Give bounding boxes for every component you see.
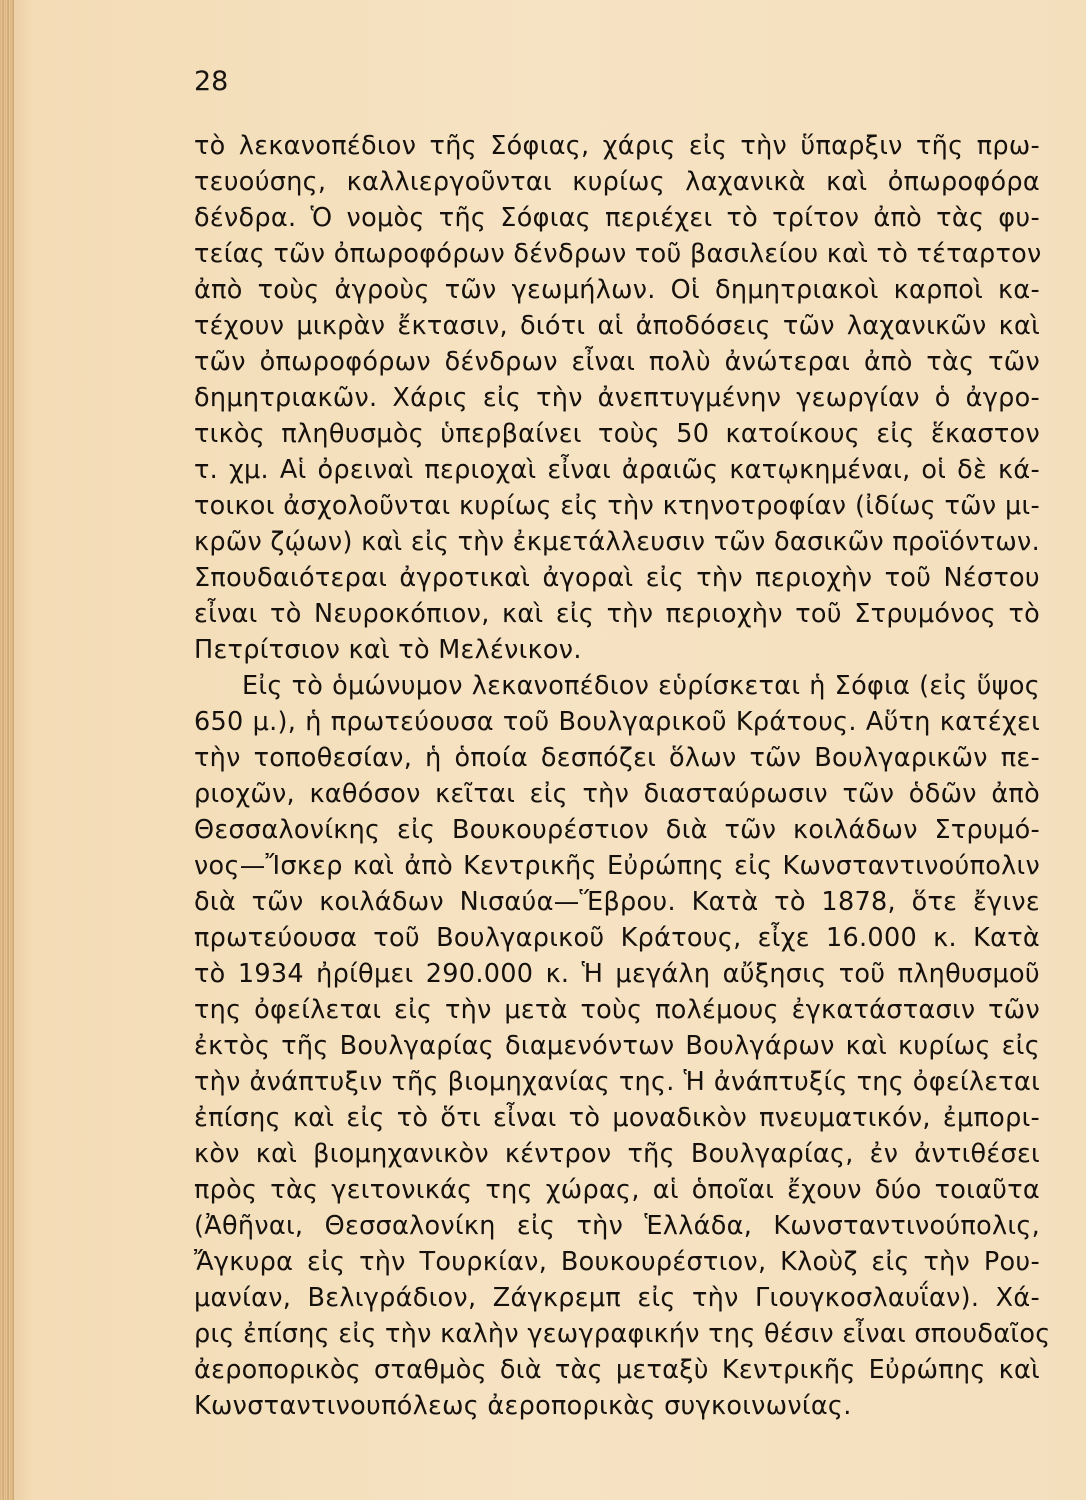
page-edges xyxy=(0,0,14,1500)
text-line: τ. χμ. Αἱ ὀρειναὶ περιοχαὶ εἶναι ἀραιῶς κατῳκημέναι, οἱ δὲ κά- xyxy=(194,455,1040,485)
text-line: νος—Ἴσκερ καὶ ἀπὸ Κεντρικῆς Εὐρώπης εἰς Κωνσταντινούπολιν xyxy=(194,851,1040,881)
page-number: 28 xyxy=(194,66,229,97)
text-line: ρις ἐπίσης εἰς τὴν καλὴν γεωγραφικήν της θέσιν εἶναι σπουδαῖος xyxy=(194,1319,1051,1349)
text-line: τικὸς πληθυσμὸς ὑπερβαίνει τοὺς 50 κατοίκους εἰς ἕκαστον xyxy=(194,419,1040,449)
text-line: Κωνσταντινουπόλεως ἀεροπορικὰς συγκοινωνίας. xyxy=(194,1391,852,1421)
text-line: κρῶν ζῴων) καὶ εἰς τὴν ἐκμετάλλευσιν τῶν δασικῶν προϊόντων. xyxy=(194,527,1040,557)
text-line: διὰ τῶν κοιλάδων Νισαύα—Ἕβρου. Κατὰ τὸ 1878, ὅτε ἔγινε xyxy=(194,887,1040,917)
paragraph-start-line: Εἰς τὸ ὁμώνυμον λεκανοπέδιον εὑρίσκεται ἡ Σόφια (εἰς ὕψος xyxy=(242,671,1040,701)
text-line: κὸν καὶ βιομηχανικὸν κέντρον τῆς Βουλγαρίας, ἐν ἀντιθέσει xyxy=(194,1139,1040,1169)
text-line: ἐκτὸς τῆς Βουλγαρίας διαμενόντων Βουλγάρων καὶ κυρίως εἰς xyxy=(194,1031,1040,1061)
text-line: τέχουν μικρὰν ἔκτασιν, διότι αἱ ἀποδόσεις τῶν λαχανικῶν καὶ xyxy=(194,311,1040,341)
text-line: Πετρίτσιον καὶ τὸ Μελένικον. xyxy=(194,635,582,665)
text-line: τὸ λεκανοπέδιον τῆς Σόφιας, χάρις εἰς τὴν ὕπαρξιν τῆς πρω- xyxy=(194,131,1040,161)
text-line: τὴν ἀνάπτυξιν τῆς βιομηχανίας της. Ἡ ἀνάπτυξίς της ὀφείλεται xyxy=(194,1067,1040,1097)
text-line: δημητριακῶν. Χάρις εἰς τὴν ἀνεπτυγμένην γεωργίαν ὁ ἀγρο- xyxy=(194,383,1040,413)
text-line: Θεσσαλονίκης εἰς Βουκουρέστιον διὰ τῶν κοιλάδων Στρυμό- xyxy=(194,815,1040,845)
text-line: εἶναι τὸ Νευροκόπιον, καὶ εἰς τὴν περιοχὴν τοῦ Στρυμόνος τὸ xyxy=(194,599,1040,629)
text-line: Ἄγκυρα εἰς τὴν Τουρκίαν, Βουκουρέστιον, Κλοὺζ εἰς τὴν Ρου- xyxy=(194,1247,1040,1277)
text-line: τείας τῶν ὀπωροφόρων δένδρων τοῦ βασιλείου καὶ τὸ τέταρτον xyxy=(194,239,1042,269)
text-line: πρὸς τὰς γειτονικάς της χώρας, αἱ ὁποῖαι ἔχουν δύο τοιαῦτα xyxy=(194,1175,1040,1205)
text-line: ἀεροπορικὸς σταθμὸς διὰ τὰς μεταξὺ Κεντρικῆς Εὐρώπης καὶ xyxy=(194,1355,1040,1385)
text-line: της ὀφείλεται εἰς τὴν μετὰ τοὺς πολέμους ἐγκατάστασιν τῶν xyxy=(194,995,1040,1025)
text-line: 650 μ.), ἡ πρωτεύουσα τοῦ Βουλγαρικοῦ Κράτους. Αὕτη κατέχει xyxy=(194,707,1040,737)
text-line: (Ἀθῆναι, Θεσσαλονίκη εἰς τὴν Ἑλλάδα, Κωνσταντινούπολις, xyxy=(194,1211,1040,1241)
text-line: τὸ 1934 ἠρίθμει 290.000 κ. Ἡ μεγάλη αὔξησις τοῦ πληθυσμοῦ xyxy=(194,959,1040,989)
text-line: πρωτεύουσα τοῦ Βουλγαρικοῦ Κράτους, εἶχε 16.000 κ. Κατὰ xyxy=(194,923,1040,953)
text-line: τῶν ὀπωροφόρων δένδρων εἶναι πολὺ ἀνώτεραι ἀπὸ τὰς τῶν xyxy=(194,347,1040,377)
text-line: ἐπίσης καὶ εἰς τὸ ὅτι εἶναι τὸ μοναδικὸν πνευματικόν, ἐμπορι- xyxy=(194,1103,1040,1133)
text-line: τοικοι ἀσχολοῦνται κυρίως εἰς τὴν κτηνοτροφίαν (ἰδίως τῶν μι- xyxy=(194,491,1040,521)
text-line: τὴν τοποθεσίαν, ἡ ὁποία δεσπόζει ὅλων τῶν Βουλγαρικῶν πε- xyxy=(194,743,1040,773)
body-text xyxy=(194,128,1051,1424)
text-line: τευούσης, καλλιεργοῦνται κυρίως λαχανικὰ καὶ ὀπωροφόρα xyxy=(194,167,1040,197)
text-line: μανίαν, Βελιγράδιον, Ζάγκρεμπ εἰς τὴν Γιουγκοσλαυΐαν). Χά- xyxy=(194,1283,1040,1313)
text-line: Σπουδαιότεραι ἀγροτικαὶ ἀγοραὶ εἰς τὴν περιοχὴν τοῦ Νέστου xyxy=(194,563,1040,593)
text-line: ἀπὸ τοὺς ἀγροὺς τῶν γεωμήλων. Οἱ δημητριακοὶ καρποὶ κα- xyxy=(194,275,1040,305)
text-line: δένδρα. Ὁ νομὸς τῆς Σόφιας περιέχει τὸ τρίτον ἀπὸ τὰς φυ- xyxy=(194,203,1040,233)
text-line: ριοχῶν, καθόσον κεῖται εἰς τὴν διασταύρωσιν τῶν ὁδῶν ἀπὸ xyxy=(194,779,1040,809)
